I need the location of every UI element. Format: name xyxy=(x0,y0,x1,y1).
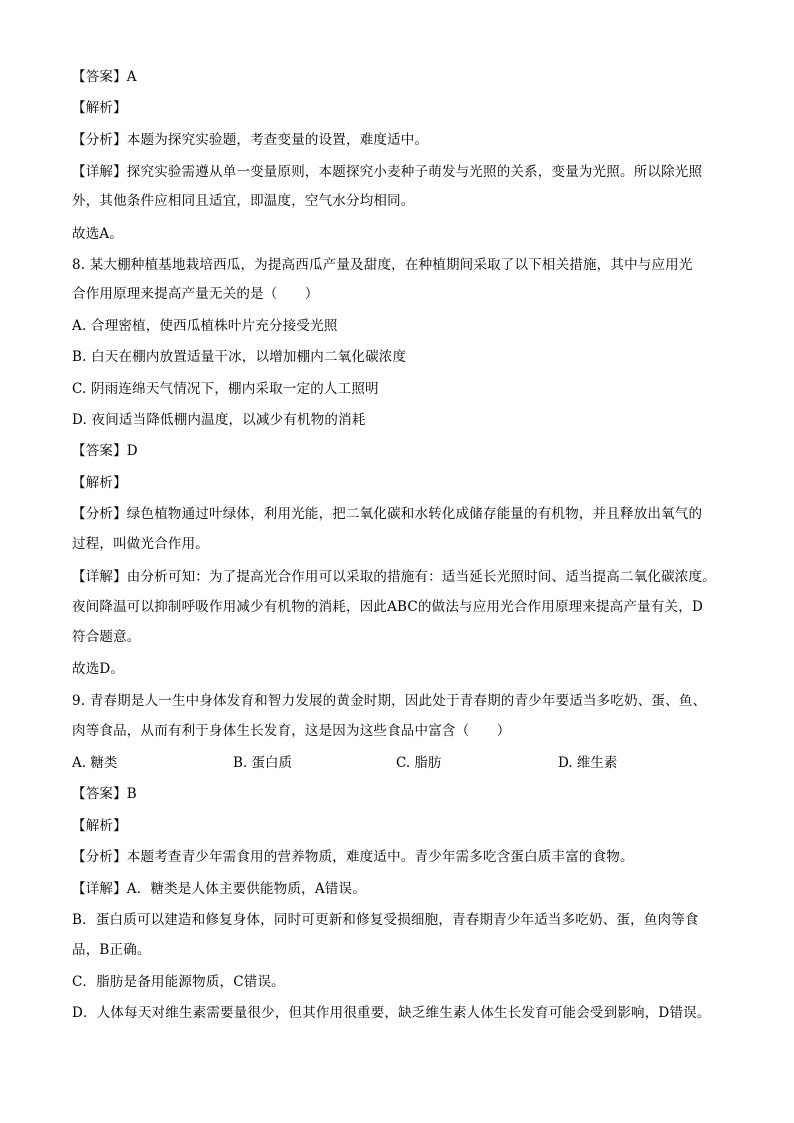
q7-conclusion: 故选A。 xyxy=(72,226,124,242)
q9-answer: 【答案】B xyxy=(72,786,137,802)
q8-stem-line-2: 合作用原理来提高产量无关的是（ ） xyxy=(72,286,319,302)
q9-analysis: 【分析】本题考查青少年需食用的营养物质，难度适中。青少年需多吃含蛋白质丰富的食物。 xyxy=(72,849,634,865)
q9-stem-line-1: 9. 青春期是人一生中身体发育和智力发展的黄金时期，因此处于青春期的青少年要适当多吃奶、蛋、鱼、 xyxy=(72,693,707,709)
q7-detail-line-1: 【详解】探究实验需遵从单一变量原则，本题探究小麦种子萌发与光照的关系，变量为光照。所以除光照 xyxy=(72,164,703,180)
q9-option-b: B. 蛋白质 xyxy=(233,755,293,771)
q7-analysis: 【分析】本题为探究实验题，考查变量的设置，难度适中。 xyxy=(72,132,429,148)
q7-analysis-heading: 【解析】 xyxy=(72,100,127,116)
q9-options-row xyxy=(72,753,732,773)
q8-option-d: D. 夜间适当降低棚内温度，以减少有机物的消耗 xyxy=(72,412,366,428)
q8-option-a: A. 合理密植，使西瓜植株叶片充分接受光照 xyxy=(72,318,338,334)
q9-option-c: C. 脂肪 xyxy=(396,755,442,771)
q7-detail-line-2: 外，其他条件应相同且适宜，即温度，空气水分均相同。 xyxy=(72,193,415,209)
q8-stem-line-1: 8. 某大棚种植基地栽培西瓜，为提高西瓜产量及甜度，在种植期间采取了以下相关措施，其中与应用光 xyxy=(72,257,693,273)
q8-analysis-heading: 【解析】 xyxy=(72,475,127,491)
q8-answer: 【答案】D xyxy=(72,443,138,459)
q8-analysis-line-2: 过程，叫做光合作用。 xyxy=(72,536,209,552)
q9-detail-b-line-2: 品，B正确。 xyxy=(72,942,151,958)
q9-stem-line-2: 肉等食品，从而有利于身体生长发育，这是因为这些食品中富含（ ） xyxy=(72,723,511,739)
q9-option-a: A. 糖类 xyxy=(72,755,118,771)
q7-answer: 【答案】A xyxy=(72,69,137,85)
q8-analysis-line-1: 【分析】绿色植物通过叶绿体，利用光能，把二氧化碳和水转化成储存能量的有机物，并且释放出氧气的 xyxy=(72,506,703,522)
q9-detail-b-line-1: B．蛋白质可以建造和修复身体，同时可更新和修复受损细胞，青春期青少年适当多吃奶、蛋，鱼肉等食 xyxy=(72,912,699,928)
q8-conclusion: 故选D。 xyxy=(72,661,125,677)
q9-option-d: D. 维生素 xyxy=(558,755,618,771)
q9-detail-d: D．人体每天对维生素需要量很少，但其作用很重要，缺乏维生素人体生长发育可能会受到影响，D错误。 xyxy=(72,1005,711,1021)
q9-detail-c: C．脂肪是备用能源物质，C错误。 xyxy=(72,974,285,990)
q8-detail-line-3: 符合题意。 xyxy=(72,629,141,645)
q8-option-c: C. 阴雨连绵天气情况下，棚内采取一定的人工照明 xyxy=(72,381,379,397)
q8-detail-line-1: 【详解】由分析可知：为了提高光合作用可以采取的措施有：适当延长光照时间、适当提高二氧化碳浓度。 xyxy=(72,569,716,585)
q8-detail-line-2: 夜间降温可以抑制呼吸作用减少有机物的消耗，因此ABC的做法与应用光合作用原理来提高产量有关，D xyxy=(72,599,703,615)
q8-option-b: B. 白天在棚内放置适量干冰，以增加棚内二氧化碳浓度 xyxy=(72,349,407,365)
q9-detail-a: 【详解】A．糖类是人体主要供能物质，A错误。 xyxy=(72,881,366,897)
q9-analysis-heading: 【解析】 xyxy=(72,818,127,834)
